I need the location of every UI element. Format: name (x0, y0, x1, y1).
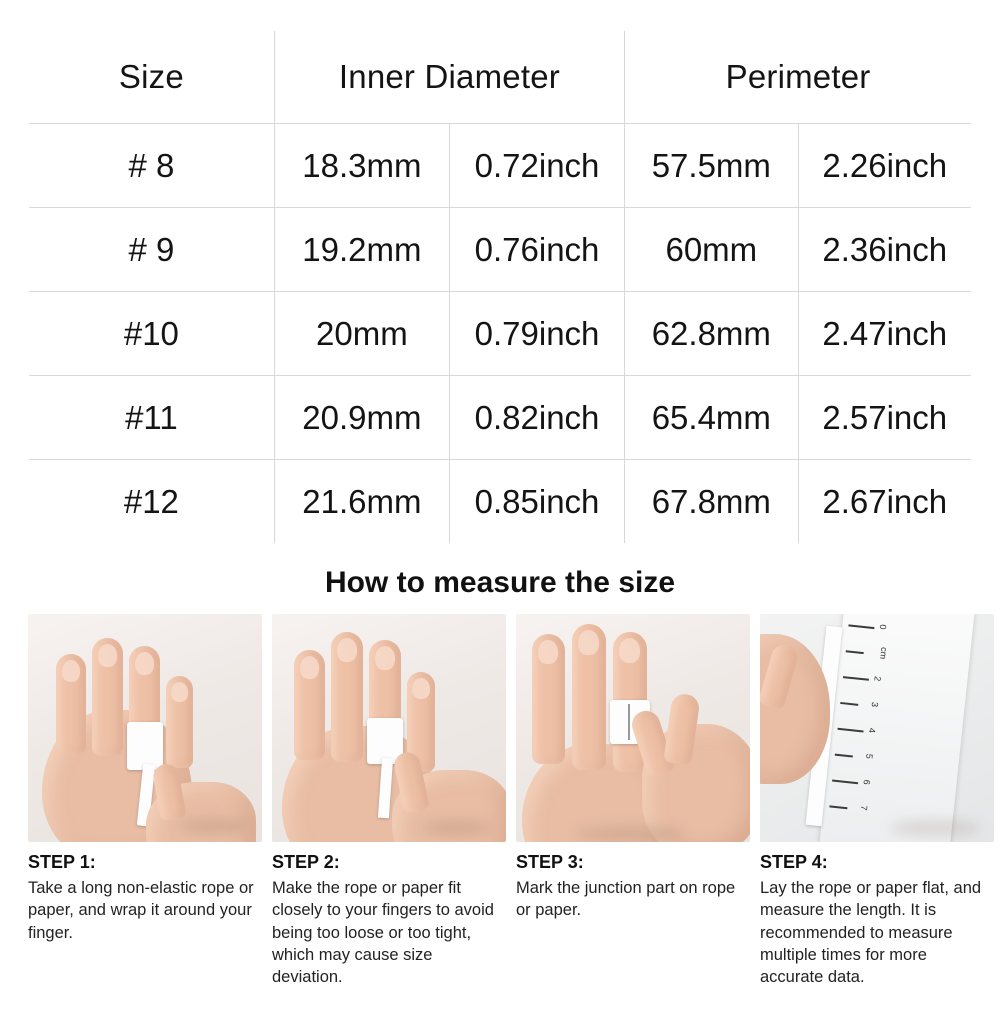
nail-ring (619, 638, 640, 663)
cell-size: # 9 (29, 208, 275, 292)
ruler-ticks (819, 614, 974, 842)
nail-pinky (171, 682, 188, 702)
cell-perimeter-mm: 67.8mm (625, 460, 798, 544)
ring-size-table (28, 30, 972, 544)
ruler-tick (840, 702, 858, 706)
cell-size: #11 (29, 376, 275, 460)
cell-perimeter-inch: 2.57inch (798, 376, 971, 460)
nail-index (300, 656, 319, 679)
table-row (29, 292, 972, 376)
table-row (29, 208, 972, 292)
step-3-label: STEP 3: (516, 852, 584, 872)
nail-index (62, 660, 80, 682)
nail-middle (98, 644, 117, 667)
cell-diameter-inch: 0.72inch (449, 124, 624, 208)
cell-diameter-inch: 0.79inch (449, 292, 624, 376)
header-perimeter: Perimeter (625, 31, 972, 124)
cell-perimeter-inch: 2.67inch (798, 460, 971, 544)
photo-shadow (890, 820, 980, 836)
ruler (819, 614, 974, 842)
cell-perimeter-inch: 2.47inch (798, 292, 971, 376)
step-1-photo (28, 614, 262, 842)
step-2-photo (272, 614, 506, 842)
howto-title: How to measure the size (324, 566, 676, 599)
step-4-text: Lay the rope or paper flat, and measure the length. It is recommended to measure multiple times for more accurate data. (760, 879, 982, 987)
ruler-tick (837, 728, 863, 733)
header-size: Size (29, 31, 275, 124)
cell-diameter-inch: 0.82inch (449, 376, 624, 460)
cell-diameter-mm: 20mm (274, 292, 449, 376)
photo-shadow (576, 826, 686, 842)
ruler-tick (832, 780, 858, 785)
step-2 (272, 614, 506, 988)
step-2-label: STEP 2: (272, 852, 340, 872)
photo-shadow (178, 818, 248, 834)
table-body (29, 124, 972, 544)
cell-size: #12 (29, 460, 275, 544)
nail-ring (375, 646, 395, 670)
ruler-number: 6 (861, 779, 872, 786)
cell-perimeter-inch: 2.36inch (798, 208, 971, 292)
ruler-tick (848, 624, 874, 629)
ruler-tick (846, 650, 864, 654)
cell-perimeter-mm: 60mm (625, 208, 798, 292)
ruler-number: 5 (864, 753, 875, 760)
step-3-text: Mark the junction part on rope or paper. (516, 879, 736, 920)
steps-container (0, 614, 1000, 988)
table-header-row (29, 31, 972, 124)
step-4 (760, 614, 994, 988)
ruler-number: 4 (866, 727, 878, 734)
nail-middle (578, 630, 599, 655)
table-header (29, 31, 972, 124)
table-row (29, 376, 972, 460)
table-row (29, 460, 972, 544)
step-1-label: STEP 1: (28, 852, 96, 872)
step-2-text: Make the rope or paper fit closely to your fingers to avoid being too loose or too tight, which may cause size deviation. (272, 879, 494, 987)
step-3-photo (516, 614, 750, 842)
nail-index (538, 640, 558, 664)
junction-mark (628, 704, 630, 740)
cell-perimeter-mm: 62.8mm (625, 292, 798, 376)
cell-diameter-inch: 0.76inch (449, 208, 624, 292)
ruler-number: 0 (877, 623, 889, 630)
nail-ring (135, 652, 154, 675)
table-row (29, 124, 972, 208)
cell-perimeter-inch: 2.26inch (798, 124, 971, 208)
ring-size-guide-page (0, 30, 1000, 1030)
cell-size: # 8 (29, 124, 275, 208)
cell-size: #10 (29, 292, 275, 376)
cell-diameter-inch: 0.85inch (449, 460, 624, 544)
step-1-text: Take a long non-elastic rope or paper, and wrap it around your finger. (28, 879, 254, 942)
cell-diameter-mm: 19.2mm (274, 208, 449, 292)
ruler-number: 7 (858, 804, 870, 812)
photo-shadow (422, 820, 492, 836)
cell-diameter-mm: 18.3mm (274, 124, 449, 208)
nail-middle (337, 638, 357, 662)
size-table-container (28, 30, 972, 544)
ruler-number: 3 (869, 701, 881, 708)
ruler-tick (829, 805, 847, 809)
ruler-number: 2 (872, 675, 883, 682)
step-4-photo (760, 614, 994, 842)
ruler-tick (835, 754, 853, 758)
cell-perimeter-mm: 57.5mm (625, 124, 798, 208)
cell-diameter-mm: 20.9mm (274, 376, 449, 460)
step-4-label: STEP 4: (760, 852, 828, 872)
ruler-tick (843, 676, 869, 681)
cell-diameter-mm: 21.6mm (274, 460, 449, 544)
step-3 (516, 614, 750, 988)
ruler-unit-label: cm (878, 646, 890, 660)
step-1 (28, 614, 262, 988)
header-inner-diameter: Inner Diameter (274, 31, 624, 124)
nail-pinky (412, 678, 430, 699)
cell-perimeter-mm: 65.4mm (625, 376, 798, 460)
